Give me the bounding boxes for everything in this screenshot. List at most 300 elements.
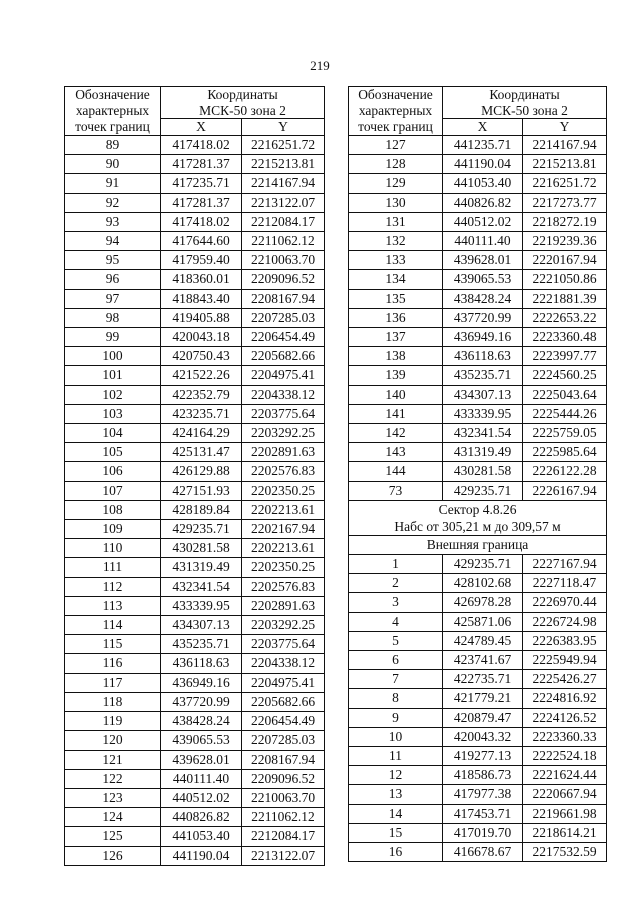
table-row xyxy=(65,500,325,519)
x-value: 440111.40 xyxy=(443,232,523,251)
x-value: 418586.73 xyxy=(443,766,523,785)
y-value: 2220667.94 xyxy=(523,785,607,804)
y-value: 2221881.39 xyxy=(523,289,607,308)
sector-row xyxy=(349,500,607,535)
table-row xyxy=(65,289,325,308)
table-row xyxy=(349,651,607,670)
x-value: 427151.93 xyxy=(161,481,242,500)
table-row xyxy=(65,673,325,692)
boundary-row xyxy=(349,535,607,554)
point-id: 100 xyxy=(65,347,161,366)
table-row xyxy=(349,766,607,785)
table-row xyxy=(65,827,325,846)
x-value: 434307.13 xyxy=(443,385,523,404)
x-value: 441053.40 xyxy=(443,174,523,193)
x-value: 417418.02 xyxy=(161,212,242,231)
table-row xyxy=(65,808,325,827)
point-id: 97 xyxy=(65,289,161,308)
y-value: 2202891.63 xyxy=(242,596,325,615)
outer-boundary-label: Внешняя граница xyxy=(349,535,607,554)
point-id: 16 xyxy=(349,843,443,862)
point-id: 124 xyxy=(65,808,161,827)
point-id: 8 xyxy=(349,689,443,708)
y-value: 2225444.26 xyxy=(523,404,607,423)
point-id: 102 xyxy=(65,385,161,404)
y-value: 2205682.66 xyxy=(242,347,325,366)
x-value: 420750.43 xyxy=(161,347,242,366)
x-value: 432341.54 xyxy=(443,424,523,443)
x-value: 430281.58 xyxy=(443,462,523,481)
table-row xyxy=(349,251,607,270)
point-id: 11 xyxy=(349,747,443,766)
y-value: 2225949.94 xyxy=(523,651,607,670)
y-value: 2226122.28 xyxy=(523,462,607,481)
point-id: 15 xyxy=(349,823,443,842)
coordinates-table-left xyxy=(64,86,325,866)
y-value: 2224560.25 xyxy=(523,366,607,385)
y-value: 2202350.25 xyxy=(242,558,325,577)
x-value: 426978.28 xyxy=(443,593,523,612)
point-id: 120 xyxy=(65,731,161,750)
point-id: 126 xyxy=(65,846,161,865)
table-row xyxy=(65,577,325,596)
table-row xyxy=(349,574,607,593)
table-row xyxy=(65,750,325,769)
y-value: 2214167.94 xyxy=(242,174,325,193)
x-value: 428189.84 xyxy=(161,500,242,519)
point-id: 110 xyxy=(65,539,161,558)
point-id: 99 xyxy=(65,328,161,347)
y-value: 2227167.94 xyxy=(523,555,607,574)
x-value: 432341.54 xyxy=(161,577,242,596)
y-value: 2203292.25 xyxy=(242,616,325,635)
point-id: 137 xyxy=(349,328,443,347)
point-id: 13 xyxy=(349,785,443,804)
point-id: 12 xyxy=(349,766,443,785)
point-id: 2 xyxy=(349,574,443,593)
y-value: 2204975.41 xyxy=(242,366,325,385)
point-id: 113 xyxy=(65,596,161,615)
table-row xyxy=(65,616,325,635)
point-id: 73 xyxy=(349,481,443,500)
x-value: 437720.99 xyxy=(443,308,523,327)
x-value: 433339.95 xyxy=(161,596,242,615)
x-value: 440826.82 xyxy=(161,808,242,827)
point-id: 106 xyxy=(65,462,161,481)
y-value: 2221050.86 xyxy=(523,270,607,289)
y-value: 2209096.52 xyxy=(242,769,325,788)
table-row xyxy=(349,424,607,443)
y-value: 2216251.72 xyxy=(242,136,325,155)
table-row xyxy=(65,366,325,385)
x-value: 441235.71 xyxy=(443,136,523,155)
x-value: 439065.53 xyxy=(161,731,242,750)
table-body-right xyxy=(349,87,607,862)
y-value: 2214167.94 xyxy=(523,136,607,155)
point-id: 138 xyxy=(349,347,443,366)
y-value: 2219239.36 xyxy=(523,232,607,251)
x-value: 420043.18 xyxy=(161,328,242,347)
y-value: 2225043.64 xyxy=(523,385,607,404)
table-row xyxy=(65,846,325,865)
header-line: МСК-50 зона 2 xyxy=(199,102,286,118)
x-value: 419277.13 xyxy=(443,747,523,766)
point-id: 133 xyxy=(349,251,443,270)
y-value: 2207285.03 xyxy=(242,308,325,327)
point-id: 130 xyxy=(349,193,443,212)
table-row xyxy=(65,193,325,212)
point-id: 4 xyxy=(349,612,443,631)
table-row xyxy=(65,731,325,750)
y-value: 2222653.22 xyxy=(523,308,607,327)
table-row xyxy=(65,385,325,404)
point-id: 121 xyxy=(65,750,161,769)
x-value: 420879.47 xyxy=(443,708,523,727)
y-value: 2216251.72 xyxy=(523,174,607,193)
point-id: 116 xyxy=(65,654,161,673)
x-value: 417418.02 xyxy=(161,136,242,155)
x-value: 429235.71 xyxy=(161,520,242,539)
y-value: 2218614.21 xyxy=(523,823,607,842)
y-value: 2212084.17 xyxy=(242,827,325,846)
x-value: 421779.21 xyxy=(443,689,523,708)
x-value: 437720.99 xyxy=(161,692,242,711)
table-row xyxy=(65,270,325,289)
sector-range: Набс от 305,21 м до 309,57 м xyxy=(394,518,561,534)
point-designation-header xyxy=(349,87,443,136)
table-row xyxy=(65,347,325,366)
y-value: 2224816.92 xyxy=(523,689,607,708)
table-row xyxy=(65,520,325,539)
table-row xyxy=(349,270,607,289)
header-line: Координаты xyxy=(207,87,278,102)
y-value: 2222524.18 xyxy=(523,747,607,766)
point-id: 136 xyxy=(349,308,443,327)
table-row xyxy=(65,443,325,462)
x-value: 421522.26 xyxy=(161,366,242,385)
x-value: 422352.79 xyxy=(161,385,242,404)
y-value: 2226970.44 xyxy=(523,593,607,612)
table-row xyxy=(349,481,607,500)
x-value: 441053.40 xyxy=(161,827,242,846)
point-id: 109 xyxy=(65,520,161,539)
y-value: 2225759.05 xyxy=(523,424,607,443)
table-row xyxy=(65,481,325,500)
y-value: 2202167.94 xyxy=(242,520,325,539)
coordinates-header xyxy=(161,87,325,119)
table-row xyxy=(65,654,325,673)
point-id: 115 xyxy=(65,635,161,654)
header-line: МСК-50 зона 2 xyxy=(481,102,568,118)
page-number: 219 xyxy=(310,58,330,73)
x-header: X xyxy=(443,119,523,136)
point-id: 144 xyxy=(349,462,443,481)
table-row xyxy=(349,366,607,385)
table-row xyxy=(349,308,607,327)
point-id: 105 xyxy=(65,443,161,462)
y-value: 2226383.95 xyxy=(523,631,607,650)
x-value: 417959.40 xyxy=(161,251,242,270)
coordinates-table-right xyxy=(348,86,607,862)
header-line: характерных xyxy=(358,103,433,118)
table-row xyxy=(349,443,607,462)
table-row xyxy=(349,232,607,251)
table-row xyxy=(349,289,607,308)
point-id: 95 xyxy=(65,251,161,270)
y-value: 2223997.77 xyxy=(523,347,607,366)
y-value: 2210063.70 xyxy=(242,251,325,270)
x-value: 423741.67 xyxy=(443,651,523,670)
point-id: 7 xyxy=(349,670,443,689)
x-value: 429235.71 xyxy=(443,481,523,500)
y-value: 2217532.59 xyxy=(523,843,607,862)
x-value: 436118.63 xyxy=(161,654,242,673)
y-value: 2218272.19 xyxy=(523,212,607,231)
x-value: 417644.60 xyxy=(161,232,242,251)
y-value: 2211062.12 xyxy=(242,808,325,827)
point-id: 1 xyxy=(349,555,443,574)
y-value: 2223360.33 xyxy=(523,727,607,746)
y-value: 2206454.49 xyxy=(242,712,325,731)
y-value: 2225426.27 xyxy=(523,670,607,689)
table-row xyxy=(65,308,325,327)
table-row xyxy=(349,462,607,481)
y-value: 2211062.12 xyxy=(242,232,325,251)
point-id: 131 xyxy=(349,212,443,231)
point-id: 112 xyxy=(65,577,161,596)
point-id: 107 xyxy=(65,481,161,500)
y-value: 2207285.03 xyxy=(242,731,325,750)
point-id: 94 xyxy=(65,232,161,251)
point-id: 134 xyxy=(349,270,443,289)
point-id: 5 xyxy=(349,631,443,650)
x-value: 434307.13 xyxy=(161,616,242,635)
x-value: 429235.71 xyxy=(443,555,523,574)
point-id: 96 xyxy=(65,270,161,289)
y-value: 2204338.12 xyxy=(242,654,325,673)
table-row xyxy=(65,212,325,231)
table-row xyxy=(65,462,325,481)
table-row xyxy=(65,712,325,731)
x-value: 440111.40 xyxy=(161,769,242,788)
y-value: 2203292.25 xyxy=(242,424,325,443)
table-row xyxy=(65,328,325,347)
point-id: 129 xyxy=(349,174,443,193)
x-value: 420043.32 xyxy=(443,727,523,746)
table-row xyxy=(349,785,607,804)
x-value: 431319.49 xyxy=(443,443,523,462)
table-row xyxy=(349,727,607,746)
point-id: 108 xyxy=(65,500,161,519)
x-value: 418360.01 xyxy=(161,270,242,289)
x-value: 441190.04 xyxy=(161,846,242,865)
sector-cell xyxy=(349,500,607,535)
table-row xyxy=(65,539,325,558)
header-line: Координаты xyxy=(489,87,560,102)
point-id: 141 xyxy=(349,404,443,423)
point-id: 93 xyxy=(65,212,161,231)
point-id: 9 xyxy=(349,708,443,727)
y-value: 2215213.81 xyxy=(523,155,607,174)
y-value: 2219661.98 xyxy=(523,804,607,823)
x-value: 425131.47 xyxy=(161,443,242,462)
y-value: 2224126.52 xyxy=(523,708,607,727)
table-row xyxy=(65,692,325,711)
x-value: 436949.16 xyxy=(443,328,523,347)
y-value: 2213122.07 xyxy=(242,846,325,865)
y-value: 2202213.61 xyxy=(242,539,325,558)
x-value: 433339.95 xyxy=(443,404,523,423)
x-value: 417453.71 xyxy=(443,804,523,823)
table-row xyxy=(349,708,607,727)
y-value: 2202350.25 xyxy=(242,481,325,500)
y-header: Y xyxy=(242,119,325,136)
y-value: 2213122.07 xyxy=(242,193,325,212)
table-row xyxy=(65,155,325,174)
header-row xyxy=(349,87,607,119)
table-row xyxy=(65,404,325,423)
point-id: 140 xyxy=(349,385,443,404)
y-value: 2223360.48 xyxy=(523,328,607,347)
y-value: 2208167.94 xyxy=(242,750,325,769)
x-value: 424789.45 xyxy=(443,631,523,650)
point-id: 10 xyxy=(349,727,443,746)
table-row xyxy=(349,385,607,404)
table-row xyxy=(349,555,607,574)
x-value: 424164.29 xyxy=(161,424,242,443)
x-value: 419405.88 xyxy=(161,308,242,327)
header-row xyxy=(65,87,325,119)
y-value: 2202213.61 xyxy=(242,500,325,519)
point-id: 103 xyxy=(65,404,161,423)
x-value: 422735.71 xyxy=(443,670,523,689)
table-row xyxy=(65,788,325,807)
y-value: 2206454.49 xyxy=(242,328,325,347)
x-value: 416678.67 xyxy=(443,843,523,862)
point-id: 91 xyxy=(65,174,161,193)
table-row xyxy=(349,328,607,347)
y-value: 2210063.70 xyxy=(242,788,325,807)
table-row xyxy=(65,136,325,155)
y-value: 2212084.17 xyxy=(242,212,325,231)
x-value: 417019.70 xyxy=(443,823,523,842)
y-value: 2202576.83 xyxy=(242,577,325,596)
header-line: Обозначение xyxy=(358,87,433,102)
x-value: 439065.53 xyxy=(443,270,523,289)
x-value: 440512.02 xyxy=(161,788,242,807)
y-value: 2215213.81 xyxy=(242,155,325,174)
x-value: 440826.82 xyxy=(443,193,523,212)
point-id: 128 xyxy=(349,155,443,174)
x-value: 428102.68 xyxy=(443,574,523,593)
point-id: 104 xyxy=(65,424,161,443)
coordinates-header xyxy=(443,87,607,119)
y-value: 2203775.64 xyxy=(242,404,325,423)
point-id: 117 xyxy=(65,673,161,692)
x-value: 430281.58 xyxy=(161,539,242,558)
point-id: 139 xyxy=(349,366,443,385)
y-value: 2217273.77 xyxy=(523,193,607,212)
point-id: 123 xyxy=(65,788,161,807)
x-value: 436118.63 xyxy=(443,347,523,366)
table-row xyxy=(349,404,607,423)
header-line: точек границ xyxy=(358,119,433,134)
header-line: характерных xyxy=(75,103,150,118)
header-line: точек границ xyxy=(75,119,150,134)
x-header: X xyxy=(161,119,242,136)
table-row xyxy=(349,631,607,650)
point-id: 3 xyxy=(349,593,443,612)
table-row xyxy=(65,232,325,251)
table-row xyxy=(349,193,607,212)
table-row xyxy=(349,843,607,862)
point-id: 119 xyxy=(65,712,161,731)
point-id: 114 xyxy=(65,616,161,635)
sector-title: Сектор 4.8.26 xyxy=(438,501,517,517)
point-id: 14 xyxy=(349,804,443,823)
y-value: 2202576.83 xyxy=(242,462,325,481)
x-value: 438428.24 xyxy=(443,289,523,308)
y-value: 2203775.64 xyxy=(242,635,325,654)
y-value: 2226724.98 xyxy=(523,612,607,631)
y-value: 2208167.94 xyxy=(242,289,325,308)
x-value: 440512.02 xyxy=(443,212,523,231)
table-row xyxy=(65,558,325,577)
y-value: 2226167.94 xyxy=(523,481,607,500)
header-line: Обозначение xyxy=(75,87,150,102)
y-value: 2204975.41 xyxy=(242,673,325,692)
x-value: 435235.71 xyxy=(161,635,242,654)
table-row xyxy=(349,155,607,174)
x-value: 439628.01 xyxy=(443,251,523,270)
point-id: 92 xyxy=(65,193,161,212)
y-value: 2225985.64 xyxy=(523,443,607,462)
x-value: 417235.71 xyxy=(161,174,242,193)
y-value: 2221624.44 xyxy=(523,766,607,785)
table-row xyxy=(65,635,325,654)
y-value: 2209096.52 xyxy=(242,270,325,289)
point-id: 125 xyxy=(65,827,161,846)
y-value: 2202891.63 xyxy=(242,443,325,462)
x-value: 417281.37 xyxy=(161,193,242,212)
point-id: 101 xyxy=(65,366,161,385)
table-row xyxy=(349,593,607,612)
point-id: 132 xyxy=(349,232,443,251)
point-id: 118 xyxy=(65,692,161,711)
table-row xyxy=(349,612,607,631)
x-value: 417281.37 xyxy=(161,155,242,174)
table-row xyxy=(349,689,607,708)
table-row xyxy=(349,670,607,689)
x-value: 435235.71 xyxy=(443,366,523,385)
y-value: 2220167.94 xyxy=(523,251,607,270)
point-id: 98 xyxy=(65,308,161,327)
table-row xyxy=(65,424,325,443)
x-value: 417977.38 xyxy=(443,785,523,804)
table-row xyxy=(65,251,325,270)
table-row xyxy=(349,136,607,155)
point-id: 122 xyxy=(65,769,161,788)
point-id: 89 xyxy=(65,136,161,155)
table-row xyxy=(349,174,607,193)
point-id: 127 xyxy=(349,136,443,155)
x-value: 438428.24 xyxy=(161,712,242,731)
y-value: 2205682.66 xyxy=(242,692,325,711)
table-row xyxy=(349,212,607,231)
x-value: 418843.40 xyxy=(161,289,242,308)
y-value: 2227118.47 xyxy=(523,574,607,593)
table-row xyxy=(349,823,607,842)
